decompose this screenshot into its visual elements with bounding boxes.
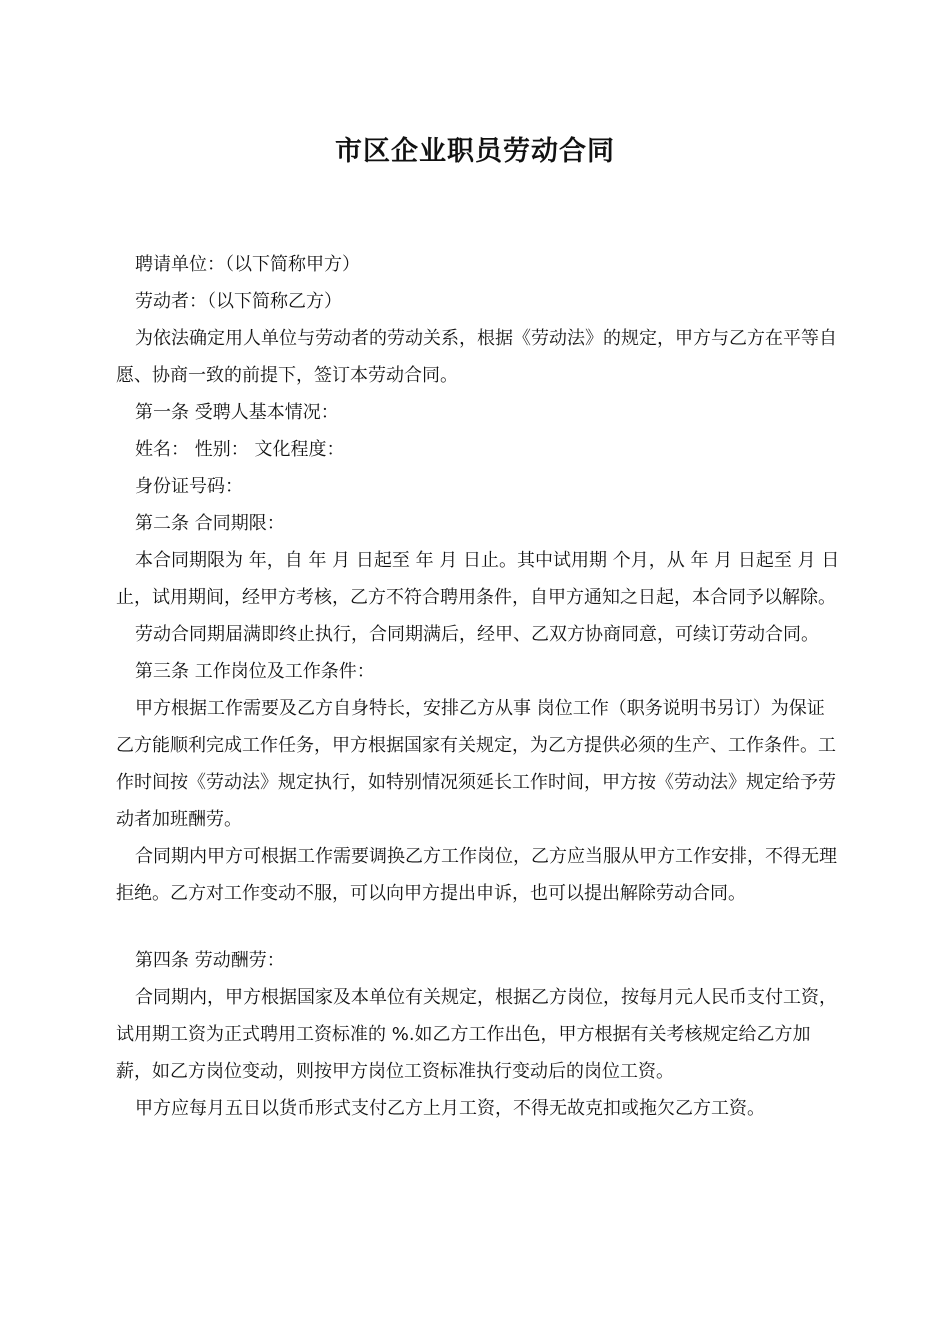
contract-term-paragraph: 本合同期限为 年，自 年 月 日起至 年 月 日止。其中试用期 个月，从 年 月 日起至 月 日止，试用期间，经甲方考核，乙方不符合聘用条件，自甲方通知之日起，本合同予以解除。 bbox=[116, 550, 840, 608]
article-3-heading: 第三条 工作岗位及工作条件： bbox=[135, 661, 375, 682]
document-body bbox=[116, 246, 840, 1127]
transfer-paragraph: 合同期内甲方可根据工作需要调换乙方工作岗位，乙方应当服从甲方工作安排，不得无理拒绝。乙方对工作变动不服，可以向甲方提出申诉，也可以提出解除劳动合同。 bbox=[116, 846, 837, 904]
article-1-heading: 第一条 受聘人基本情况： bbox=[135, 402, 339, 423]
article-4-heading: 第四条 劳动酬劳： bbox=[135, 950, 285, 971]
preamble-paragraph: 为依法确定用人单位与劳动者的劳动关系，根据《劳动法》的规定，甲方与乙方在平等自愿、协商一致的前提下，签订本劳动合同。 bbox=[116, 328, 837, 386]
employee-line: 劳动者：（以下简称乙方） bbox=[135, 291, 342, 312]
renewal-paragraph: 劳动合同期届满即终止执行，合同期满后，经甲、乙双方协商同意，可续订劳动合同。 bbox=[135, 624, 819, 645]
personal-info-line: 姓名： 性别： 文化程度： bbox=[135, 439, 345, 460]
article-2-heading: 第二条 合同期限： bbox=[135, 513, 285, 534]
position-paragraph: 甲方根据工作需要及乙方自身特长，安排乙方从事 岗位工作（职务说明书另订）为保证乙方能顺利完成工作任务，甲方根据国家有关规定，为乙方提供必须的生产、工作条件。工作时间按《劳动法》规定执行，如特别情况须延长工作时间，甲方按《劳动法》规定给予劳动者加班酬劳。 bbox=[116, 698, 836, 830]
id-number-line: 身份证号码： bbox=[135, 476, 243, 497]
document-title: 市区企业职员劳动合同 bbox=[335, 136, 615, 167]
employer-line: 聘请单位：（以下简称甲方） bbox=[135, 254, 360, 275]
salary-paragraph: 合同期内，甲方根据国家及本单位有关规定，根据乙方岗位，按每月元人民币支付工资，试用期工资为正式聘用工资标准的 %.如乙方工作出色，甲方根据有关考核规定给乙方加薪，如乙方岗位变动，则按甲方岗位工资标准执行变动后的岗位工资。 bbox=[116, 987, 837, 1082]
payment-paragraph: 甲方应每月五日以货币形式支付乙方上月工资，不得无故克扣或拖欠乙方工资。 bbox=[135, 1098, 765, 1119]
